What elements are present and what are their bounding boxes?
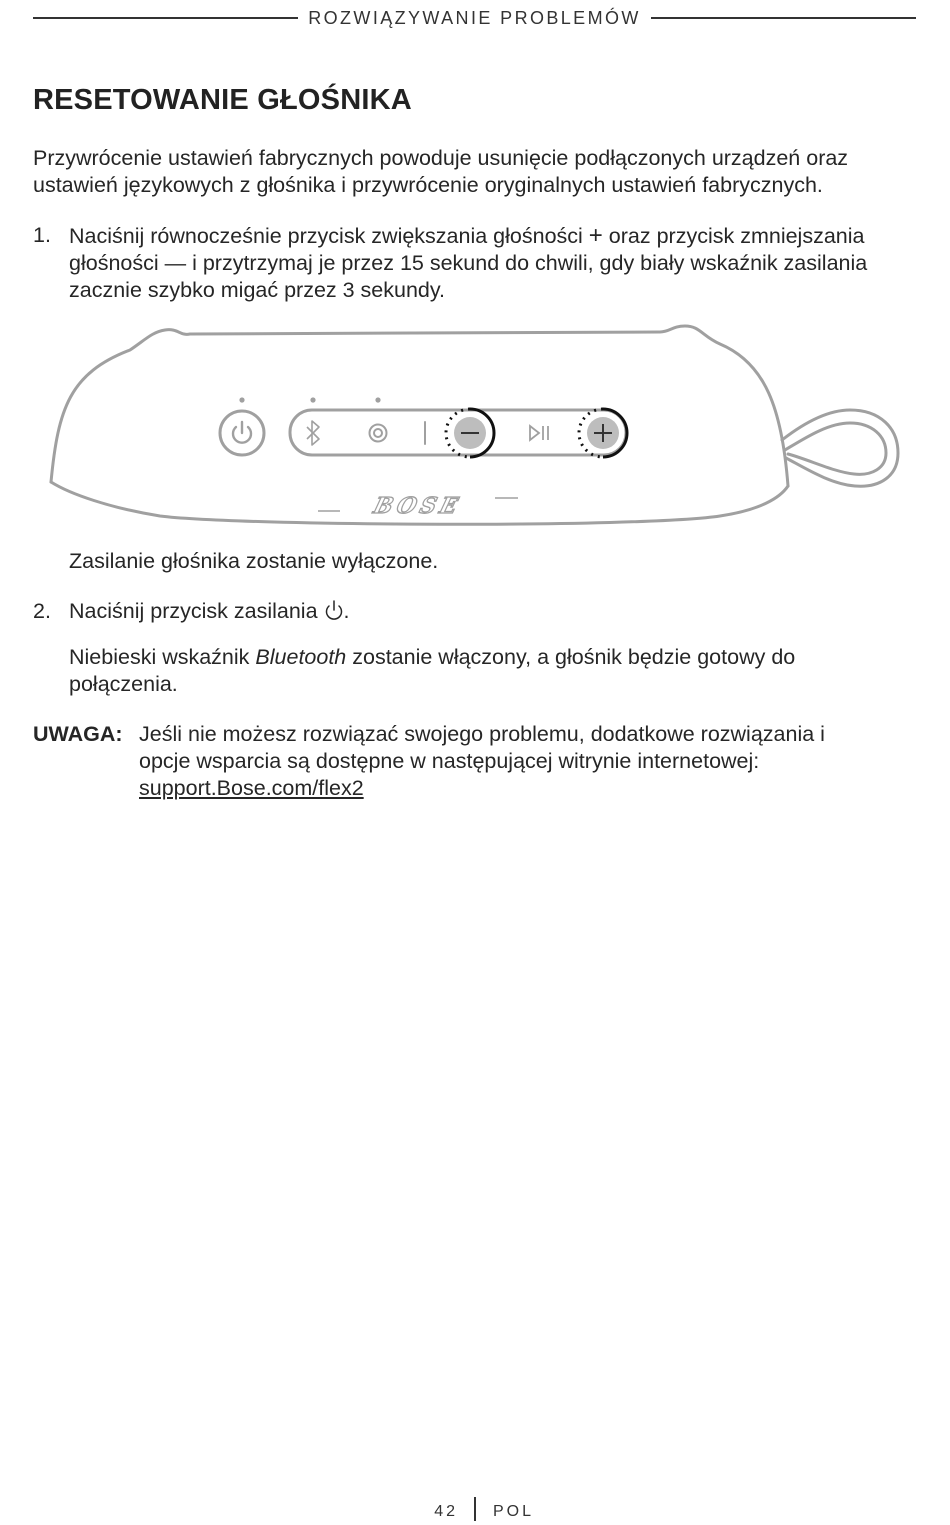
power-icon	[233, 422, 251, 443]
intro-paragraph: Przywrócenie ustawień fabrycznych powoduje usunięcie podłączonych urządzeń oraz ustawień językowych z głośnika i przywrócenie oryginalnych ustawień fabrycznych.	[33, 146, 849, 197]
note-text	[139, 721, 879, 802]
step-text	[69, 598, 889, 625]
step-text-part: Naciśnij przycisk zasilania	[69, 599, 318, 623]
bluetooth-icon	[307, 421, 319, 445]
bluetooth-term: Bluetooth	[255, 645, 347, 669]
power-icon	[324, 599, 344, 621]
volume-up-icon	[579, 409, 627, 457]
step-number: 1.	[33, 223, 51, 247]
header-title: ROZWIĄZYWANIE PROBLEMÓW	[308, 7, 641, 28]
volume-down-icon	[446, 409, 494, 457]
play-pause-icon	[530, 426, 548, 440]
result-text: zostanie włączony, a głośnik będzie gotowy do połączenia.	[69, 645, 796, 696]
section-title: RESETOWANIE GŁOŚNIKA	[33, 84, 412, 116]
step-text-part: oraz przycisk zmniejszania głośności — i przytrzymaj je przez 15 sekund do chwili, gdy biały wskaźnik zasilania zacznie szybko migać przez 3 sekundy.	[69, 224, 868, 302]
bluetooth-indicator-dot	[310, 397, 315, 402]
header-rule-left	[33, 17, 298, 19]
speaker-body	[51, 326, 788, 486]
step-text-part: .	[343, 599, 350, 623]
step-1	[33, 222, 918, 303]
step-1-result: Zasilanie głośnika zostanie wyłączone.	[69, 549, 439, 573]
note-body: Jeśli nie możesz rozwiązać swojego problemu, dodatkowe rozwiązania i opcje wsparcia są dostępne w następującej witrynie internetowej:	[139, 722, 825, 773]
step-text-part: Naciśnij równocześnie przycisk zwiększania głośności	[69, 224, 583, 248]
page-number: 42	[434, 1503, 458, 1520]
footer-divider	[474, 1497, 476, 1521]
result-text: Niebieski wskaźnik	[69, 645, 256, 669]
support-link[interactable]: support.Bose.com/flex2	[139, 776, 364, 800]
step-2	[33, 598, 918, 625]
speaker-illustration	[40, 318, 910, 533]
step-2-result	[69, 644, 899, 698]
bose-logo-text: BOSE	[370, 493, 465, 519]
header-rule-right	[651, 17, 916, 19]
power-indicator-dot	[239, 397, 244, 402]
page-header	[33, 6, 916, 30]
bose-logo	[318, 493, 518, 519]
note-label: UWAGA:	[33, 722, 123, 746]
page-footer	[0, 1497, 950, 1525]
source-icon	[370, 425, 387, 442]
step-number: 2.	[33, 599, 51, 623]
source-indicator-dot	[375, 397, 380, 402]
strap-loop	[782, 410, 898, 486]
step-text	[69, 222, 889, 304]
language-code: POL	[493, 1503, 535, 1520]
plus-icon: +	[588, 222, 603, 249]
